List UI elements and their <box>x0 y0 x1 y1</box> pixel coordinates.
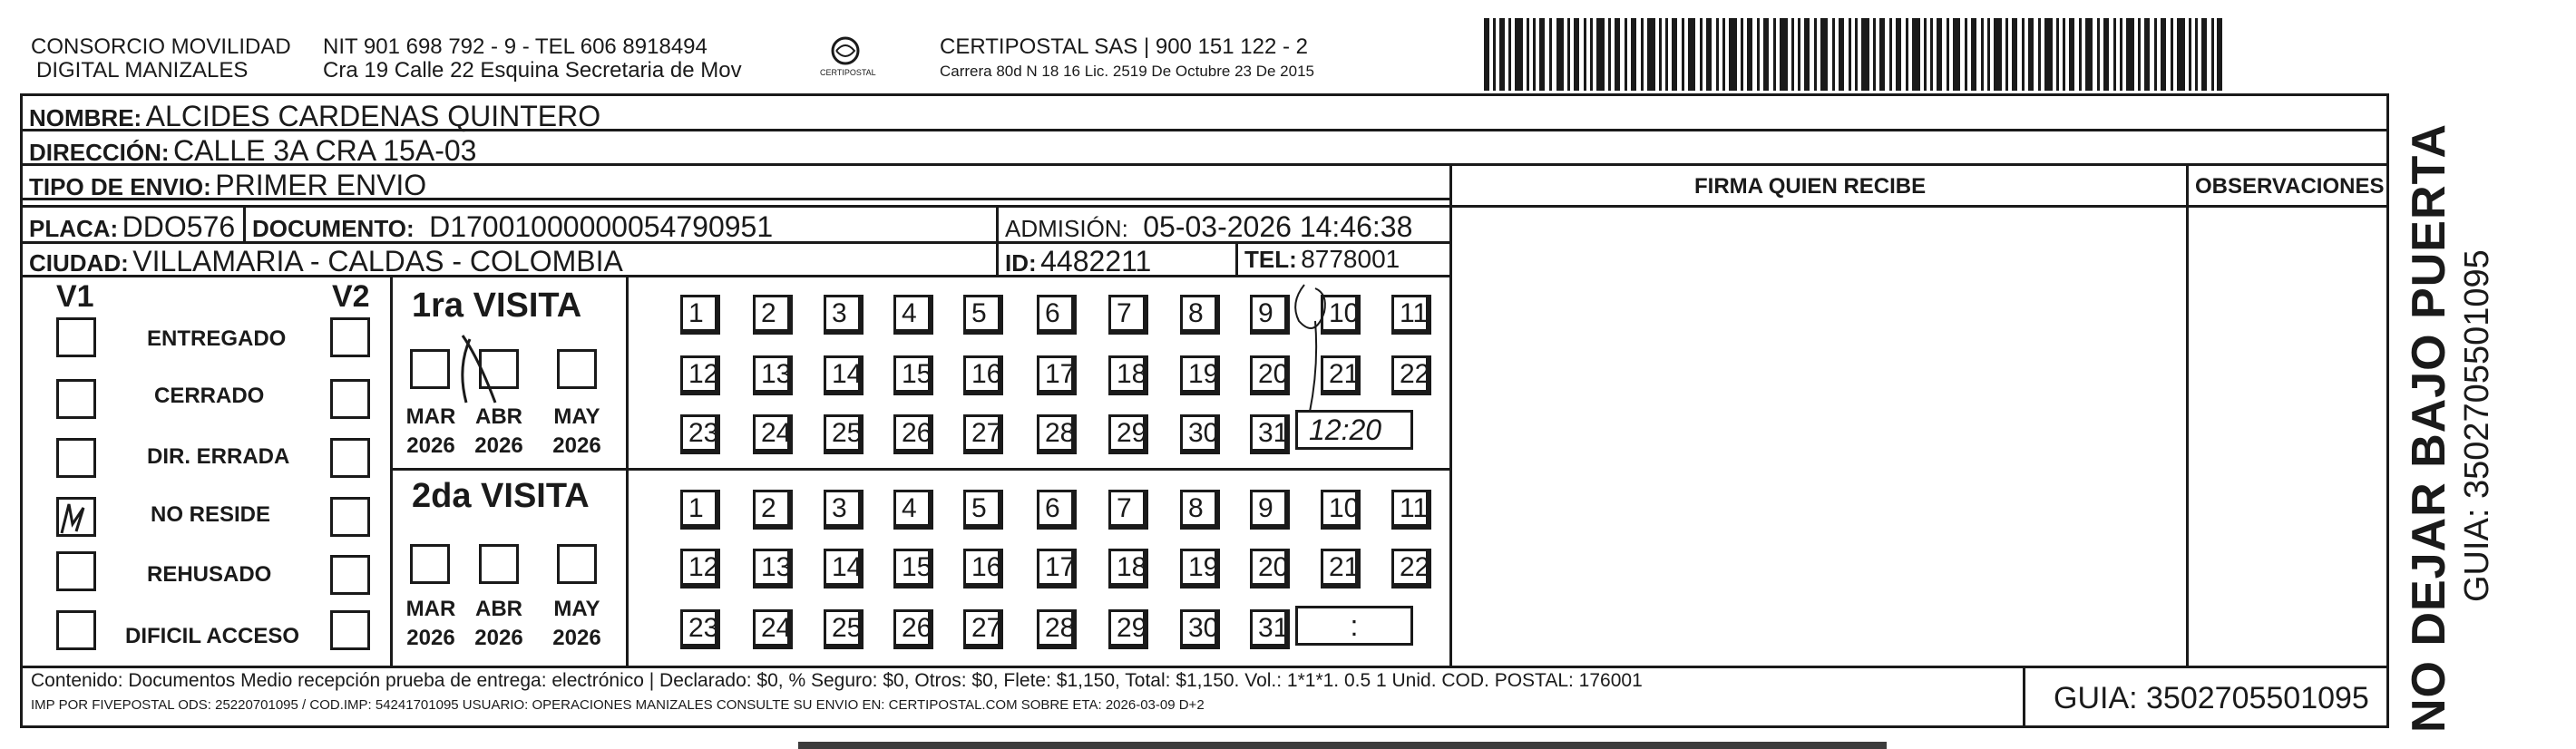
direccion-label: DIRECCIÓN: <box>29 139 170 166</box>
first-visit-day-15[interactable]: 15 <box>893 355 933 395</box>
footer-imp: IMP POR FIVEPOSTAL ODS: 25220701095 / COD.IMP: 54241701095 USUARIO: OPERACIONES MANIZALES CONSULTE SU ENVIO EN: CERTIPOSTAL.COM SOBRE ETA: 2026-03-09 D+2 <box>31 697 1205 713</box>
first-visit-title: 1ra VISITA <box>412 287 582 325</box>
first-visit-day-10[interactable]: 10 <box>1321 295 1361 335</box>
second-visit-month-may: MAY <box>553 597 600 621</box>
ciudad-label: CIUDAD: <box>29 249 129 277</box>
second-visit-day-25[interactable]: 25 <box>824 609 864 649</box>
nombre-field <box>29 102 600 131</box>
second-visit-day-23[interactable]: 23 <box>680 609 720 649</box>
first-visit-month-may-checkbox[interactable] <box>557 349 597 389</box>
first-visit-day-26[interactable]: 26 <box>893 414 933 454</box>
id-label: ID: <box>1005 249 1037 277</box>
tipo-envio-field <box>29 170 426 199</box>
admision-field <box>1005 212 1412 241</box>
placa-field <box>29 212 235 241</box>
v2-dir-errada-checkbox[interactable] <box>330 438 370 478</box>
company-name-line2: DIGITAL MANIZALES <box>36 58 249 83</box>
first-visit-day-27[interactable]: 27 <box>963 414 1003 454</box>
first-visit-day-20[interactable]: 20 <box>1250 355 1290 395</box>
second-visit-day-1[interactable]: 1 <box>680 490 720 530</box>
second-visit-day-28[interactable]: 28 <box>1037 609 1077 649</box>
first-visit-day-4[interactable]: 4 <box>893 295 933 335</box>
footer-contenido: Contenido: Documentos Medio recepción prueba de entrega: electrónico | Declarado: $0, % Seguro: $0, Otros: $0, Flete: $1,150, Total: $1,150. Vol.: 1*1*1. 0.5 1 Unid. COD. POSTAL: 176001 <box>31 670 1643 691</box>
status-dificil-acceso: DIFICIL ACCESO <box>125 624 300 648</box>
v2-cerrado-checkbox[interactable] <box>330 379 370 419</box>
footer-guia: GUIA: 3502705501095 <box>2054 681 2369 715</box>
footer-divider <box>20 666 2389 668</box>
second-visit-day-27[interactable]: 27 <box>963 609 1003 649</box>
second-visit-day-8[interactable]: 8 <box>1180 490 1220 530</box>
tipo-envio-value: PRIMER ENVIO <box>215 169 427 201</box>
certipostal-logo <box>818 33 876 87</box>
cell-divider <box>243 205 246 241</box>
visit-row-divider <box>390 468 1449 471</box>
v2-no-reside-checkbox[interactable] <box>330 497 370 537</box>
first-visit-day-8[interactable]: 8 <box>1180 295 1220 335</box>
second-visit-day-14[interactable]: 14 <box>824 549 864 588</box>
company-name-line1: CONSORCIO MOVILIDAD <box>31 34 291 59</box>
second-visit-day-5[interactable]: 5 <box>963 490 1003 530</box>
first-visit-day-23[interactable]: 23 <box>680 414 720 454</box>
footer-guia-divider <box>2023 666 2025 728</box>
second-visit-year-abr: 2026 <box>474 626 523 650</box>
direccion-value: CALLE 3A CRA 15A-03 <box>173 134 477 167</box>
second-visit-year-mar: 2026 <box>406 626 455 650</box>
first-visit-day-22[interactable]: 22 <box>1391 355 1431 395</box>
first-visit-day-16[interactable]: 16 <box>963 355 1003 395</box>
second-visit-day-29[interactable]: 29 <box>1108 609 1148 649</box>
cell-divider <box>1235 241 1238 275</box>
documento-label: DOCUMENTO: <box>252 215 415 242</box>
first-visit-year-mar: 2026 <box>406 433 455 458</box>
second-visit-day-9[interactable]: 9 <box>1250 490 1290 530</box>
first-visit-day-31[interactable]: 31 <box>1250 414 1290 454</box>
second-visit-day-3[interactable]: 3 <box>824 490 864 530</box>
status-dir-errada: DIR. ERRADA <box>147 444 290 469</box>
first-visit-time-box[interactable]: 12:20 <box>1295 410 1413 450</box>
side-guia: GUIA: 3502705501095 <box>2458 249 2496 602</box>
documento-value: D17001000000054790951 <box>429 210 774 243</box>
status-rehusado: REHUSADO <box>147 562 272 587</box>
courier-line1: CERTIPOSTAL SAS | 900 151 122 - 2 <box>940 34 1308 59</box>
second-visit-day-24[interactable]: 24 <box>753 609 793 649</box>
v2-rehusado-checkbox[interactable] <box>330 555 370 595</box>
second-visit-day-16[interactable]: 16 <box>963 549 1003 588</box>
second-visit-month-mar: MAR <box>405 597 456 621</box>
second-visit-day-21[interactable]: 21 <box>1321 549 1361 588</box>
handwritten-check-mark <box>56 497 96 537</box>
v1-rehusado-checkbox[interactable] <box>56 551 96 591</box>
first-visit-day-24[interactable]: 24 <box>753 414 793 454</box>
second-visit-day-17[interactable]: 17 <box>1037 549 1077 588</box>
second-visit-day-4[interactable]: 4 <box>893 490 933 530</box>
handwritten-x-mark <box>443 332 515 404</box>
second-visit-day-26[interactable]: 26 <box>893 609 933 649</box>
first-visit-day-11[interactable]: 11 <box>1391 295 1431 335</box>
first-visit-day-19[interactable]: 19 <box>1180 355 1220 395</box>
first-visit-day-1[interactable]: 1 <box>680 295 720 335</box>
v1-cerrado-checkbox[interactable] <box>56 379 96 419</box>
nit-line: NIT 901 698 792 - 9 - TEL 606 8918494 <box>323 34 707 59</box>
first-visit-day-13[interactable]: 13 <box>753 355 793 395</box>
first-visit-day-21[interactable]: 21 <box>1321 355 1361 395</box>
v2-header: V2 <box>332 279 370 314</box>
first-visit-day-7[interactable]: 7 <box>1108 295 1148 335</box>
status-entregado: ENTREGADO <box>147 326 287 351</box>
documento-field <box>252 212 773 241</box>
first-visit-day-6[interactable]: 6 <box>1037 295 1077 335</box>
placa-label: PLACA: <box>29 215 119 242</box>
first-visit-month-mar: MAR <box>405 404 456 429</box>
v1-no-reside-checkbox[interactable] <box>56 497 96 537</box>
observaciones-header: OBSERVACIONES <box>2195 174 2385 199</box>
first-visit-day-17[interactable]: 17 <box>1037 355 1077 395</box>
v2-entregado-checkbox[interactable] <box>330 317 370 357</box>
first-visit-day-28[interactable]: 28 <box>1037 414 1077 454</box>
second-visit-month-abr: ABR <box>475 597 522 621</box>
v1-header: V1 <box>56 279 94 314</box>
second-visit-day-12[interactable]: 12 <box>680 549 720 588</box>
first-visit-year-abr: 2026 <box>474 433 523 458</box>
first-visit-month-may: MAY <box>553 404 600 429</box>
first-visit-day-3[interactable]: 3 <box>824 295 864 335</box>
second-visit-day-20[interactable]: 20 <box>1250 549 1290 588</box>
second-visit-month-abr-checkbox[interactable] <box>479 544 519 584</box>
first-visit-day-18[interactable]: 18 <box>1108 355 1148 395</box>
first-visit-day-25[interactable]: 25 <box>824 414 864 454</box>
tipo-envio-label: TIPO DE ENVIO: <box>29 173 211 200</box>
second-visit-time-box[interactable]: : <box>1295 606 1413 646</box>
admision-value: 05-03-2026 14:46:38 <box>1143 210 1413 243</box>
scan-edge-bar <box>798 742 1887 749</box>
second-visit-day-19[interactable]: 19 <box>1180 549 1220 588</box>
tel-value: 8778001 <box>1301 245 1400 273</box>
v2-dificil-acceso-checkbox[interactable] <box>330 610 370 650</box>
direccion-field <box>29 136 476 165</box>
nombre-label: NOMBRE: <box>29 104 142 131</box>
first-visit-day-5[interactable]: 5 <box>963 295 1003 335</box>
v1-dir-errada-checkbox[interactable] <box>56 438 96 478</box>
second-visit-day-18[interactable]: 18 <box>1108 549 1148 588</box>
status-no-reside: NO RESIDE <box>151 502 271 527</box>
second-visit-month-may-checkbox[interactable] <box>557 544 597 584</box>
second-visit-day-31[interactable]: 31 <box>1250 609 1290 649</box>
second-visit-month-mar-checkbox[interactable] <box>410 544 450 584</box>
row-divider <box>20 205 2389 208</box>
second-visit-day-15[interactable]: 15 <box>893 549 933 588</box>
admision-label: ADMISIÓN: <box>1005 215 1128 242</box>
col-divider-obs <box>2186 163 2189 666</box>
first-visit-day-14[interactable]: 14 <box>824 355 864 395</box>
first-visit-year-may: 2026 <box>552 433 601 458</box>
v1-entregado-checkbox[interactable] <box>56 317 96 357</box>
tel-field <box>1244 247 1400 272</box>
second-visit-day-6[interactable]: 6 <box>1037 490 1077 530</box>
v1-dificil-acceso-checkbox[interactable] <box>56 610 96 650</box>
second-visit-day-7[interactable]: 7 <box>1108 490 1148 530</box>
logo-text: CERTIPOSTAL <box>820 68 876 77</box>
second-visit-day-10[interactable]: 10 <box>1321 490 1361 530</box>
status-cerrado: CERRADO <box>154 384 265 408</box>
first-visit-day-29[interactable]: 29 <box>1108 414 1148 454</box>
id-field <box>1005 247 1151 276</box>
second-visit-day-11[interactable]: 11 <box>1391 490 1431 530</box>
first-visit-day-2[interactable]: 2 <box>753 295 793 335</box>
col-divider-firma <box>1449 163 1452 666</box>
courier-line2: Carrera 80d N 18 16 Lic. 2519 De Octubre 23 De 2015 <box>940 63 1314 80</box>
second-visit-day-30[interactable]: 30 <box>1180 609 1220 649</box>
first-visit-day-9[interactable]: 9 <box>1250 295 1290 335</box>
placa-value: DDO576 <box>122 210 236 243</box>
ciudad-value: VILLAMARIA - CALDAS - COLOMBIA <box>132 245 623 277</box>
second-visit-day-13[interactable]: 13 <box>753 549 793 588</box>
tel-label: TEL: <box>1244 246 1297 273</box>
first-visit-day-30[interactable]: 30 <box>1180 414 1220 454</box>
id-value: 4482211 <box>1040 245 1152 277</box>
first-visit-day-12[interactable]: 12 <box>680 355 720 395</box>
second-visit-day-22[interactable]: 22 <box>1391 549 1431 588</box>
cell-divider <box>996 205 999 275</box>
barcode <box>1484 18 2222 91</box>
second-visit-day-2[interactable]: 2 <box>753 490 793 530</box>
firma-header: FIRMA QUIEN RECIBE <box>1694 174 1927 199</box>
second-visit-title: 2da VISITA <box>412 477 590 515</box>
no-dejar-bajo-puerta-warning: NO DEJAR BAJO PUERTA <box>2403 122 2455 733</box>
address-line: Cra 19 Calle 22 Esquina Secretaria de Mov <box>323 58 742 83</box>
first-visit-month-abr: ABR <box>475 404 522 429</box>
handwritten-circle-mark <box>1288 276 1342 430</box>
nombre-value: ALCIDES CARDENAS QUINTERO <box>145 100 601 132</box>
ciudad-field <box>29 247 623 276</box>
second-visit-year-may: 2026 <box>552 626 601 650</box>
